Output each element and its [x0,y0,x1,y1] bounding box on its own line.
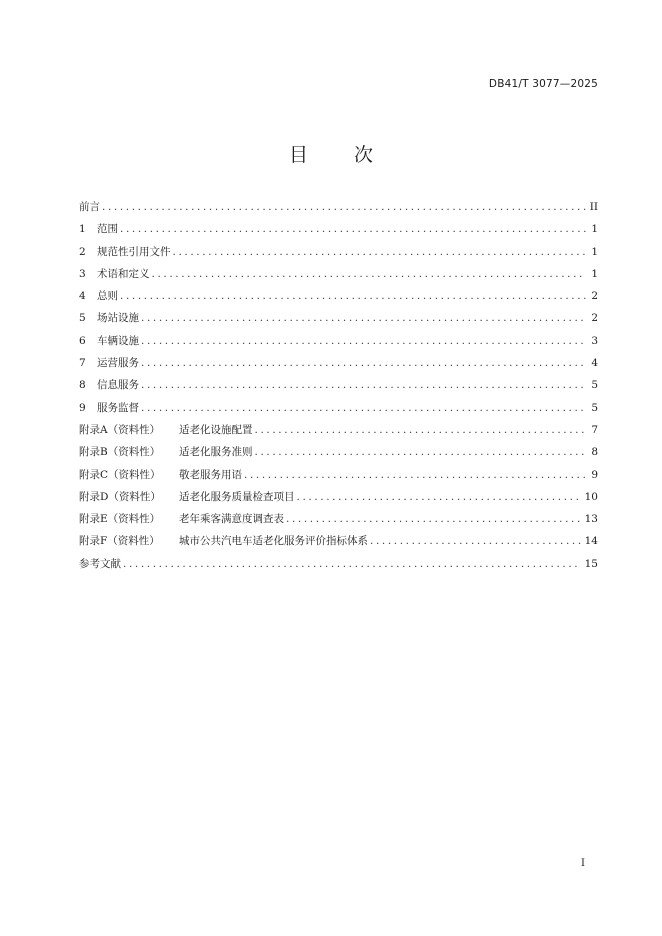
toc-entry-chapter[interactable] [79,288,598,310]
toc-label: 运营服务 [97,357,139,370]
toc-number: 2 [79,245,86,258]
page-number-footer: I [581,858,585,869]
toc-page-number: 1 [591,267,598,280]
leader-dots [244,469,586,481]
toc-page-number: 5 [591,401,598,414]
leader-dots [123,558,581,570]
title-char-1: 目 [288,144,308,166]
toc-number: 5 [79,312,86,325]
toc-entry-chapter[interactable] [79,221,598,243]
toc-entry-chapter[interactable] [79,266,598,288]
toc-entry-chapter[interactable] [79,377,598,399]
toc-label: 规范性引用文件 [97,245,171,258]
toc-page-number: 1 [591,223,598,236]
toc-label: 适老化服务质量检查项目 [179,490,295,503]
toc-number: 7 [79,357,86,370]
toc-number: 4 [79,290,86,303]
toc-page-number: 5 [591,379,598,392]
toc-label: 术语和定义 [97,267,150,280]
toc-entry-preface[interactable] [79,199,598,221]
toc-page-number: 4 [591,357,598,370]
toc-page-number: II [589,201,598,213]
toc-label: 场站设施 [97,312,139,325]
toc-entry-chapter[interactable] [79,310,598,332]
toc-page-number: 3 [591,334,598,347]
leader-dots [120,223,586,235]
appendix-prefix: 附录D（资料性） [79,490,161,503]
toc-label: 服务监督 [97,401,139,414]
appendix-prefix: 附录F（资料性） [79,535,160,548]
toc-page-number: 8 [591,446,598,459]
appendix-prefix: 附录E（资料性） [79,513,161,526]
toc-label: 适老化设施配置 [179,423,253,436]
appendix-prefix: 附录C（资料性） [79,468,161,481]
leader-dots [141,402,586,414]
leader-dots [141,312,586,324]
toc-entry-appendix[interactable] [79,533,598,555]
toc-number: 1 [79,223,86,236]
appendix-prefix: 附录B（资料性） [79,446,161,459]
toc-entry-chapter[interactable] [79,333,598,355]
toc-entry-chapter[interactable] [79,400,598,422]
leader-dots [255,424,587,436]
toc-entry-appendix[interactable] [79,444,598,466]
toc-label: 信息服务 [97,379,139,392]
leader-dots [120,290,586,302]
leader-dots [370,535,581,547]
leader-dots [102,201,586,213]
document-code: DB41/T 3077—2025 [488,78,598,90]
toc-number: 8 [79,379,86,392]
toc-number: 6 [79,334,86,347]
toc-label: 适老化服务准则 [179,446,253,459]
toc-page-number: 2 [591,312,598,325]
toc-page-number: 10 [584,490,598,503]
toc-entry-chapter[interactable] [79,244,598,266]
toc-page-number: 13 [584,513,598,526]
leader-dots [141,335,586,347]
toc-entry-chapter[interactable] [79,355,598,377]
toc-page-number: 14 [584,535,598,548]
toc-entry-appendix[interactable] [79,467,598,489]
toc-label: 车辆设施 [97,334,139,347]
toc-label: 总则 [97,290,118,303]
leader-dots [152,268,587,280]
leader-dots [255,446,587,458]
leader-dots [286,513,581,525]
table-of-contents [79,199,598,578]
toc-number: 3 [79,267,86,280]
toc-label: 范围 [97,223,118,236]
leader-dots [141,379,586,391]
appendix-prefix: 附录A（资料性） [79,423,161,436]
title-char-2: 次 [354,144,374,166]
toc-page-number: 15 [584,557,598,570]
toc-page-number: 9 [591,468,598,481]
page-title [0,140,662,167]
toc-entry-appendix[interactable] [79,511,598,533]
toc-entry-references[interactable] [79,556,598,578]
leader-dots [297,491,581,503]
toc-label: 老年乘客满意度调查表 [179,513,284,526]
toc-page-number: 2 [591,290,598,303]
toc-label: 敬老服务用语 [179,468,242,481]
toc-number: 9 [79,401,86,414]
toc-label: 城市公共汽电车适老化服务评价指标体系 [179,535,368,548]
leader-dots [141,357,586,369]
toc-page-number: 1 [591,245,598,258]
toc-label: 参考文献 [79,557,121,570]
leader-dots [173,246,587,258]
toc-page-number: 7 [591,423,598,436]
toc-entry-appendix[interactable] [79,489,598,511]
toc-entry-appendix[interactable] [79,422,598,444]
toc-label: 前言 [79,201,100,213]
